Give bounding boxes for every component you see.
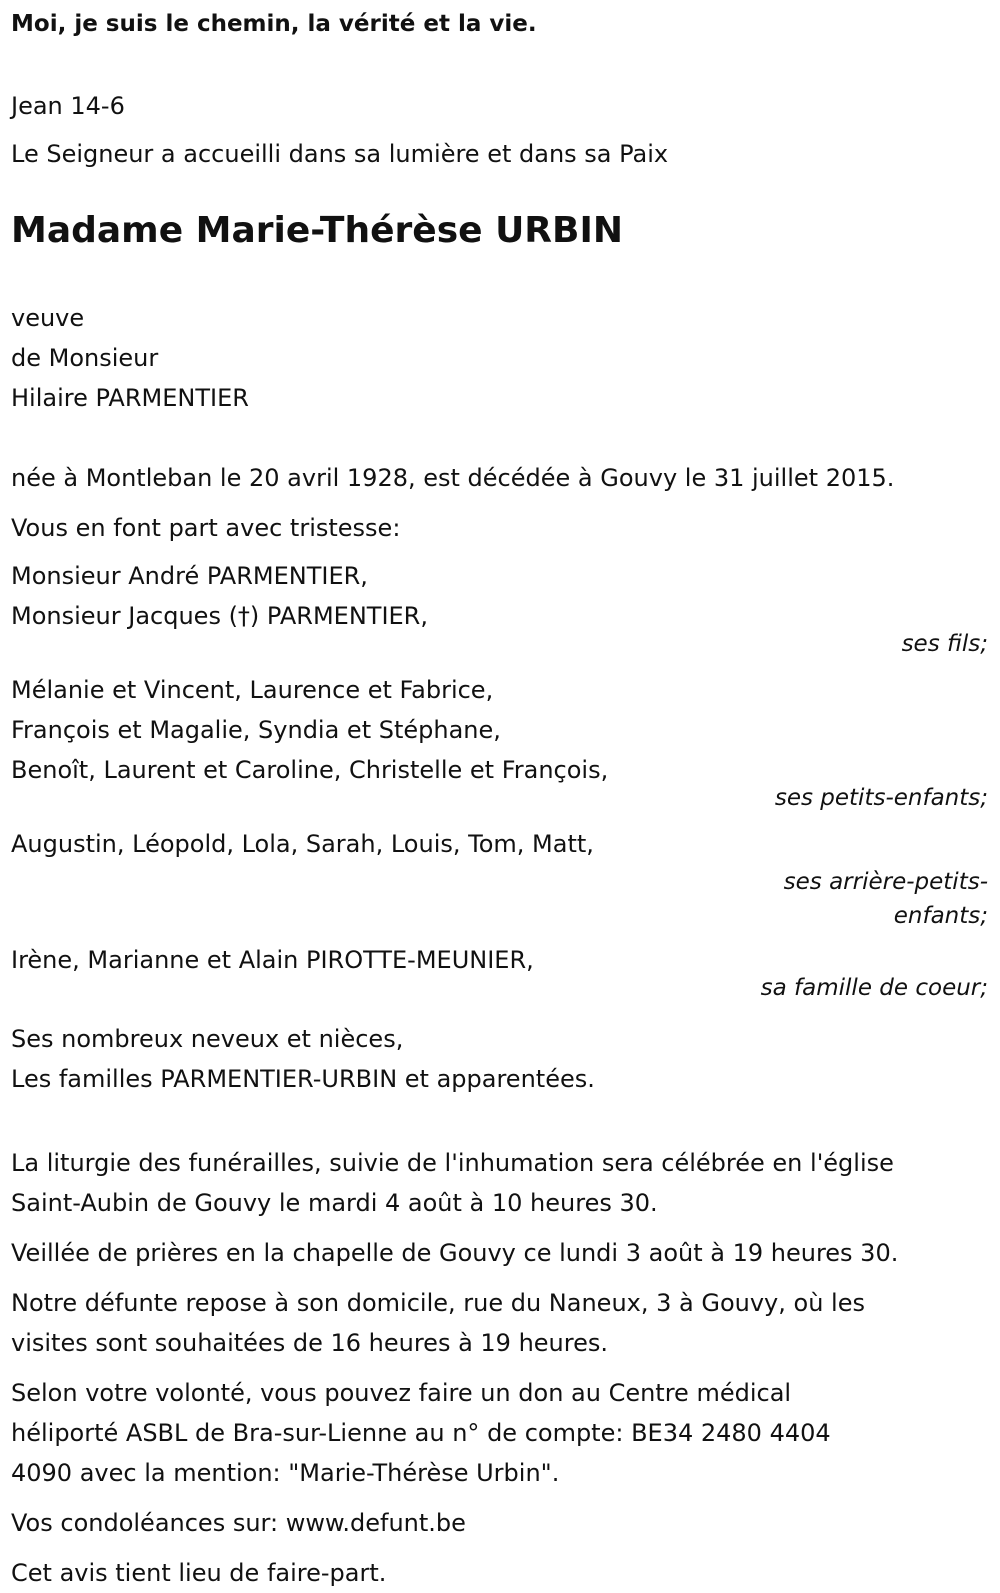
spacer [11, 1223, 990, 1233]
rest-line: visites sont souhaitées de 16 heures à 19 heures. [11, 1329, 608, 1357]
son-line: Monsieur Jacques (†) PARMENTIER, [11, 602, 428, 630]
spacer [11, 548, 990, 556]
spacer [11, 418, 990, 458]
epigraph-reference: Jean 14-6 [11, 92, 125, 120]
condolences-line: Vos condoléances sur: www.defunt.be [11, 1509, 466, 1537]
great-grandchildren-line: Augustin, Léopold, Lola, Sarah, Louis, Tom, Matt, [11, 830, 594, 858]
grandchildren-line: François et Magalie, Syndia et Stéphane, [11, 716, 501, 744]
spacer [11, 126, 990, 134]
epigraph-quote: Moi, je suis le chemin, la vérité et la vie. [11, 11, 537, 37]
great-grandchildren-role: ses arrière-petits- [783, 869, 988, 895]
family-intro: Vous en font part avec tristesse: [11, 514, 401, 542]
widow-line: veuve [11, 304, 85, 332]
spacer [11, 814, 990, 824]
son-line: Monsieur André PARMENTIER, [11, 562, 368, 590]
spacer [11, 498, 990, 508]
heart-family-role: sa famille de coeur; [760, 975, 988, 1001]
spacer [11, 174, 990, 209]
birth-death-line: née à Montleban le 20 avril 1928, est décédée à Gouvy le 31 juillet 2015. [11, 464, 895, 492]
spacer [11, 1099, 990, 1143]
spacer [11, 1004, 990, 1019]
donation-line: héliporté ASBL de Bra-sur-Lienne au n° de compte: BE34 2480 4404 [11, 1419, 831, 1447]
spacer [11, 1273, 990, 1283]
notice-line: Cet avis tient lieu de faire-part. [11, 1559, 387, 1587]
funeral-line: Saint-Aubin de Gouvy le mardi 4 août à 10 heures 30. [11, 1189, 658, 1217]
vigil-line: Veillée de prières en la chapelle de Gouvy ce lundi 3 août à 19 heures 30. [11, 1239, 899, 1267]
great-grandchildren-role: enfants; [893, 903, 988, 929]
rest-line: Notre défunte repose à son domicile, rue du Naneux, 3 à Gouvy, où les [11, 1289, 865, 1317]
widow-line: de Monsieur [11, 344, 159, 372]
sons-role: ses fils; [901, 631, 988, 657]
donation-line: 4090 avec la mention: "Marie-Thérèse Urbin". [11, 1459, 560, 1487]
deceased-name: Madame Marie-Thérèse URBIN [11, 210, 623, 251]
spacer [11, 1363, 990, 1373]
spacer [11, 932, 990, 940]
funeral-line: La liturgie des funérailles, suivie de l'inhumation sera célébrée en l'église [11, 1149, 894, 1177]
others-line: Ses nombreux neveux et nièces, [11, 1025, 404, 1053]
others-line: Les familles PARMENTIER-URBIN et apparentées. [11, 1065, 595, 1093]
spacer [11, 660, 990, 670]
spacer [11, 1493, 990, 1503]
spacer [11, 39, 990, 86]
announcement: Le Seigneur a accueilli dans sa lumière et dans sa Paix [11, 140, 669, 168]
grandchildren-line: Mélanie et Vincent, Laurence et Fabrice, [11, 676, 494, 704]
donation-line: Selon votre volonté, vous pouvez faire un don au Centre médical [11, 1379, 792, 1407]
heart-family-line: Irène, Marianne et Alain PIROTTE-MEUNIER, [11, 946, 534, 974]
spacer [11, 253, 990, 298]
obituary-page [0, 9, 1000, 1587]
grandchildren-role: ses petits-enfants; [774, 785, 988, 811]
spouse-name: Hilaire PARMENTIER [11, 384, 249, 412]
spacer [11, 1543, 990, 1553]
grandchildren-line: Benoît, Laurent et Caroline, Christelle et François, [11, 756, 609, 784]
